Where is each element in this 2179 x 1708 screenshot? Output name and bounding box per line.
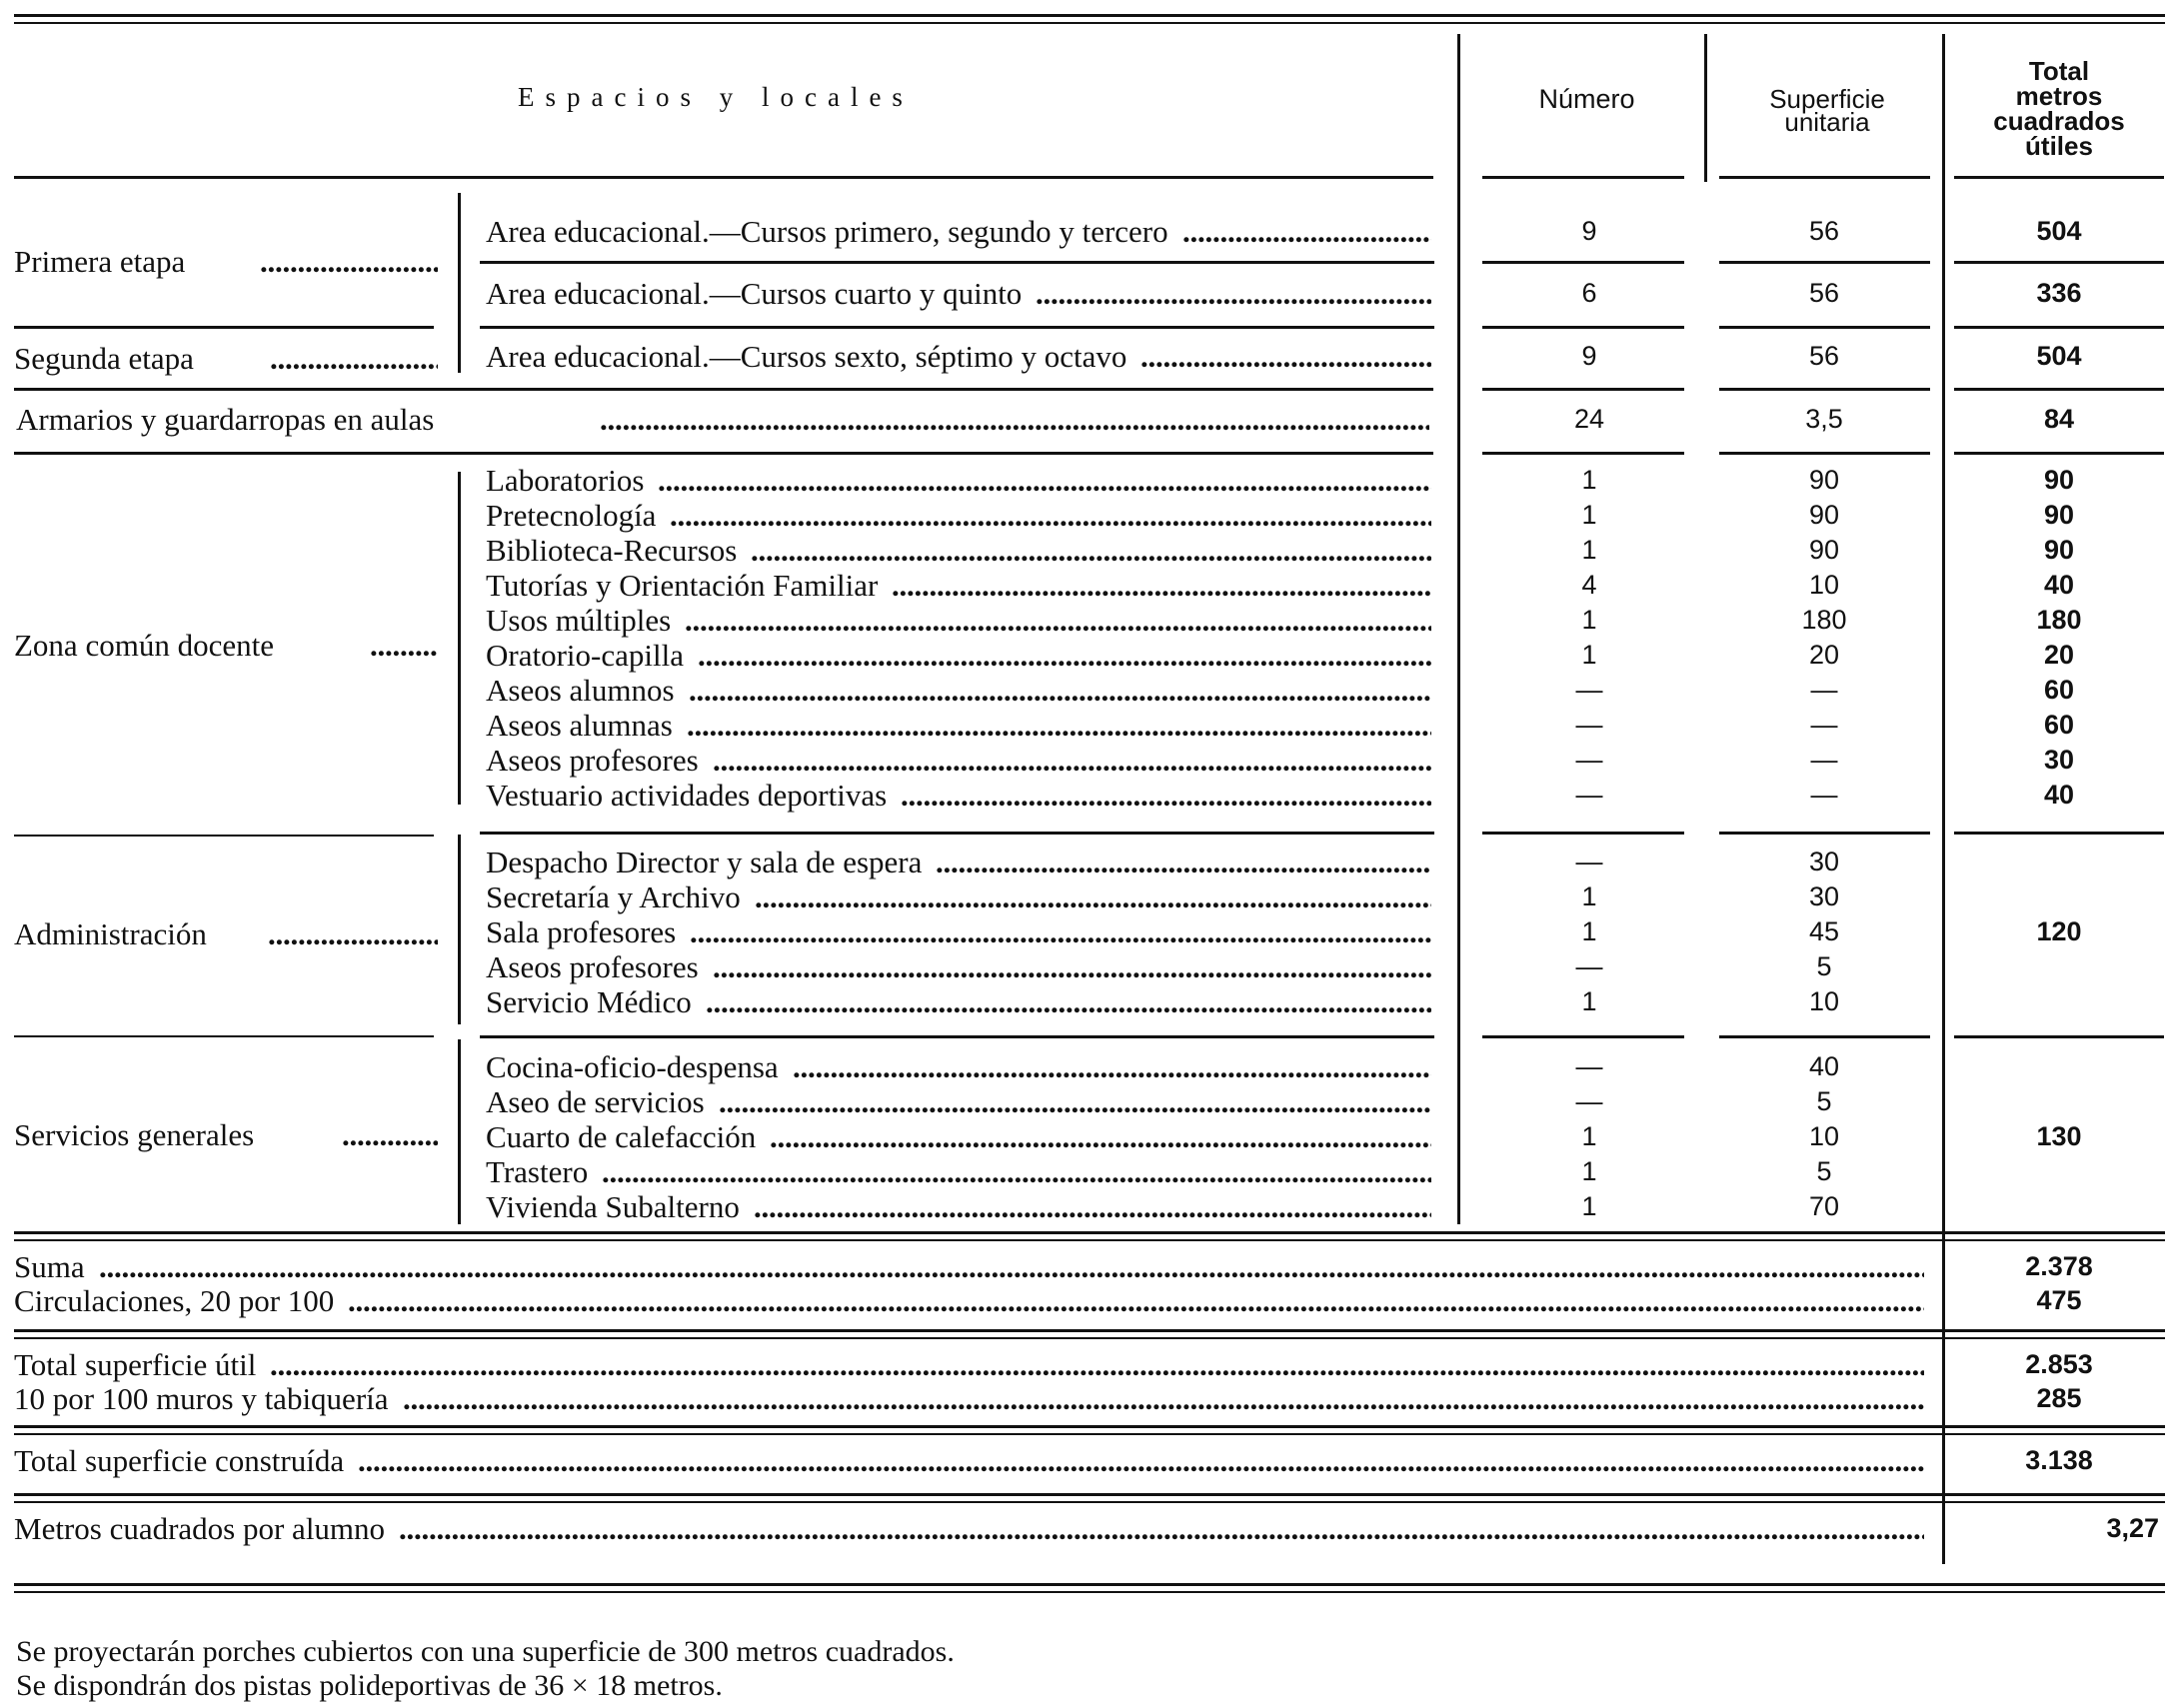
totals-rule bbox=[14, 1239, 2165, 1241]
leader-dots bbox=[270, 1347, 1924, 1382]
leader-dots bbox=[751, 533, 1431, 568]
totals-value: 3,27 bbox=[2106, 1513, 2159, 1543]
row-rule bbox=[1482, 388, 1684, 391]
row-rule bbox=[1482, 326, 1684, 329]
leader-dots bbox=[399, 1511, 1924, 1546]
row-label: Aseos profesores bbox=[486, 743, 699, 778]
cell-superficie: 56 bbox=[1808, 341, 1840, 371]
cell-superficie: — bbox=[1810, 675, 1838, 705]
row-rule bbox=[1719, 388, 1930, 391]
row-label: Oratorio-capilla bbox=[486, 638, 684, 673]
row-rule bbox=[1954, 261, 2164, 264]
row-rule bbox=[14, 835, 434, 837]
leader-dots bbox=[1036, 276, 1431, 311]
totals-value: 2.378 bbox=[2025, 1251, 2093, 1281]
leader-dots bbox=[600, 402, 1429, 437]
cell-superficie: 5 bbox=[1816, 951, 1832, 981]
header-total-4: útiles bbox=[2025, 131, 2093, 161]
bottom-rule bbox=[14, 1583, 2165, 1586]
row-label: Laboratorios bbox=[486, 463, 645, 498]
row-label: Area educacional.—Cursos primero, segundo y tercero bbox=[486, 214, 1168, 249]
bottom-rule-2 bbox=[14, 1591, 2165, 1593]
col-divider bbox=[1457, 180, 1460, 1224]
cell-numero: 1 bbox=[1581, 605, 1597, 635]
cell-total: 60 bbox=[2043, 675, 2075, 705]
cell-numero: — bbox=[1575, 745, 1603, 775]
row-label: Area educacional.—Cursos sexto, séptimo y octavo bbox=[486, 339, 1127, 374]
col-divider bbox=[1704, 34, 1707, 182]
cell-superficie: 3,5 bbox=[1805, 404, 1843, 434]
row-label: Vivienda Subalterno bbox=[486, 1189, 740, 1224]
cell-superficie: 45 bbox=[1808, 916, 1840, 946]
cell-superficie: 180 bbox=[1801, 605, 1847, 635]
leader-dots bbox=[901, 778, 1431, 813]
row-label: Despacho Director y sala de espera bbox=[486, 845, 923, 879]
totals-rule bbox=[14, 1329, 2165, 1332]
row-label: Aseos alumnos bbox=[486, 673, 675, 708]
cell-superficie: 10 bbox=[1808, 570, 1840, 600]
row-label: Servicio Médico bbox=[486, 984, 692, 1019]
row-label: Secretaría y Archivo bbox=[486, 879, 741, 914]
cell-superficie: 56 bbox=[1808, 216, 1840, 246]
row-rule bbox=[14, 388, 1433, 391]
cell-total: 90 bbox=[2043, 465, 2075, 495]
header-superficie-2: unitaria bbox=[1784, 107, 1870, 137]
group-armarios: Armarios y guardarropas en aulas bbox=[16, 402, 435, 437]
cell-numero: — bbox=[1575, 710, 1603, 740]
row-rule bbox=[1719, 326, 1930, 329]
leader-dots bbox=[370, 628, 438, 663]
leader-dots bbox=[706, 984, 1431, 1019]
cell-numero: 1 bbox=[1581, 1156, 1597, 1186]
cell-numero: 1 bbox=[1581, 916, 1597, 946]
row-rule bbox=[1954, 832, 2164, 835]
header-superficie-1: Superficie bbox=[1769, 84, 1885, 114]
row-rule bbox=[1482, 832, 1684, 835]
group-bar bbox=[458, 472, 461, 805]
leader-dots bbox=[268, 916, 438, 951]
leader-dots bbox=[348, 1283, 1924, 1318]
cell-total: 30 bbox=[2043, 745, 2075, 775]
header-total-3: cuadrados bbox=[1993, 106, 2125, 136]
cell-numero: — bbox=[1575, 1086, 1603, 1116]
cell-superficie: 30 bbox=[1808, 881, 1840, 911]
totals-label: Metros cuadrados por alumno bbox=[14, 1511, 386, 1546]
header-rule bbox=[1954, 176, 2164, 179]
cell-superficie: 5 bbox=[1816, 1156, 1832, 1186]
group-zona-comun: Zona común docente bbox=[14, 628, 274, 663]
leader-dots bbox=[602, 1154, 1431, 1189]
cell-superficie: 20 bbox=[1808, 640, 1840, 670]
totals-label: 10 por 100 muros y tabiquería bbox=[14, 1381, 389, 1416]
row-rule bbox=[14, 326, 434, 329]
cell-total: 504 bbox=[2036, 216, 2082, 246]
totals-rule bbox=[14, 1337, 2165, 1339]
group-bar bbox=[458, 193, 461, 373]
cell-numero: 1 bbox=[1581, 500, 1597, 530]
totals-label: Total superficie útil bbox=[14, 1347, 257, 1382]
cell-numero: 1 bbox=[1581, 640, 1597, 670]
cell-superficie: 10 bbox=[1808, 986, 1840, 1016]
row-rule bbox=[480, 832, 1434, 835]
header-numero: Número bbox=[1538, 84, 1635, 114]
row-label: Aseos profesores bbox=[486, 949, 699, 984]
row-label: Sala profesores bbox=[486, 914, 677, 949]
header-rule bbox=[1719, 176, 1930, 179]
cell-superficie: — bbox=[1810, 710, 1838, 740]
row-rule bbox=[1482, 452, 1684, 455]
footer-note: Se proyectarán porches cubiertos con una superficie de 300 metros cuadrados. bbox=[16, 1635, 955, 1668]
cell-superficie: 90 bbox=[1808, 500, 1840, 530]
leader-dots bbox=[658, 463, 1431, 498]
cell-numero: 1 bbox=[1581, 881, 1597, 911]
row-label: Biblioteca-Recursos bbox=[486, 533, 738, 568]
header-total-1: Total bbox=[2028, 56, 2090, 86]
leader-dots bbox=[99, 1249, 1924, 1284]
row-rule bbox=[14, 452, 1433, 455]
leader-dots bbox=[892, 568, 1431, 603]
row-label: Trastero bbox=[486, 1154, 589, 1189]
top-rule-2 bbox=[14, 22, 2165, 24]
row-rule bbox=[480, 1035, 1434, 1038]
row-rule bbox=[1954, 452, 2164, 455]
row-label: Vestuario actividades deportivas bbox=[486, 778, 888, 813]
col-divider bbox=[1942, 180, 1945, 1564]
totals-value: 475 bbox=[2036, 1285, 2082, 1315]
totals-label: Suma bbox=[14, 1249, 85, 1284]
row-rule bbox=[1719, 452, 1930, 455]
cell-total: 336 bbox=[2036, 278, 2082, 308]
group-segunda-etapa: Segunda etapa bbox=[14, 341, 194, 376]
header-rule bbox=[1482, 176, 1684, 179]
cell-numero: — bbox=[1575, 847, 1603, 876]
row-rule bbox=[480, 261, 1434, 264]
cell-numero: 1 bbox=[1581, 1191, 1597, 1221]
header-rule bbox=[14, 176, 1433, 179]
cell-numero: 24 bbox=[1573, 404, 1605, 434]
row-rule bbox=[1719, 261, 1930, 264]
row-rule bbox=[14, 1035, 434, 1037]
row-label: Area educacional.—Cursos cuarto y quinto bbox=[486, 276, 1023, 311]
leader-dots bbox=[754, 1189, 1431, 1224]
cell-total: 120 bbox=[2036, 916, 2082, 946]
cell-numero: 6 bbox=[1581, 278, 1597, 308]
cell-numero: 1 bbox=[1581, 465, 1597, 495]
leader-dots bbox=[687, 708, 1431, 743]
cell-numero: — bbox=[1575, 1051, 1603, 1081]
row-label: Usos múltiples bbox=[486, 603, 672, 638]
leader-dots bbox=[755, 879, 1431, 914]
row-label: Aseos alumnas bbox=[486, 708, 673, 743]
row-rule bbox=[1482, 1035, 1684, 1038]
cell-superficie: 56 bbox=[1808, 278, 1840, 308]
leader-dots bbox=[685, 603, 1431, 638]
totals-value: 3.138 bbox=[2025, 1445, 2093, 1475]
row-rule bbox=[1482, 261, 1684, 264]
totals-value: 2.853 bbox=[2025, 1349, 2093, 1379]
leader-dots bbox=[713, 743, 1431, 778]
leader-dots bbox=[342, 1117, 438, 1152]
leader-dots bbox=[793, 1049, 1431, 1084]
group-bar bbox=[458, 835, 461, 1024]
totals-rule bbox=[14, 1425, 2165, 1428]
cell-total: 40 bbox=[2043, 570, 2075, 600]
leader-dots bbox=[770, 1119, 1431, 1154]
cell-total: 90 bbox=[2043, 535, 2075, 565]
totals-rule bbox=[14, 1501, 2165, 1503]
row-rule bbox=[1719, 832, 1930, 835]
cell-total: 504 bbox=[2036, 341, 2082, 371]
totals-label: Circulaciones, 20 por 100 bbox=[14, 1283, 335, 1318]
leader-dots bbox=[1182, 214, 1431, 249]
leader-dots bbox=[270, 341, 438, 376]
row-label: Cuarto de calefacción bbox=[486, 1119, 757, 1154]
cell-numero: 1 bbox=[1581, 986, 1597, 1016]
cell-superficie: 5 bbox=[1816, 1086, 1832, 1116]
cell-numero: — bbox=[1575, 780, 1603, 810]
cell-numero: 9 bbox=[1581, 216, 1597, 246]
cell-total: 180 bbox=[2036, 605, 2082, 635]
row-rule bbox=[1954, 326, 2164, 329]
cell-total: 90 bbox=[2043, 500, 2075, 530]
cell-numero: 4 bbox=[1581, 570, 1597, 600]
cell-superficie: 70 bbox=[1808, 1191, 1840, 1221]
leader-dots bbox=[358, 1443, 1924, 1478]
leader-dots bbox=[936, 845, 1431, 879]
group-administracion: Administración bbox=[14, 916, 207, 951]
cell-superficie: 10 bbox=[1808, 1121, 1840, 1151]
cell-total: 84 bbox=[2043, 404, 2075, 434]
row-label: Aseo de servicios bbox=[486, 1084, 705, 1119]
totals-rule bbox=[14, 1493, 2165, 1496]
group-bar bbox=[458, 1039, 461, 1224]
cell-total: 60 bbox=[2043, 710, 2075, 740]
cell-numero: 9 bbox=[1581, 341, 1597, 371]
totals-rule bbox=[14, 1433, 2165, 1435]
leader-dots bbox=[690, 914, 1431, 949]
row-label: Tutorías y Orientación Familiar bbox=[486, 568, 879, 603]
cell-numero: — bbox=[1575, 675, 1603, 705]
cell-superficie: 30 bbox=[1808, 847, 1840, 876]
row-label: Pretecnología bbox=[486, 498, 657, 533]
leader-dots bbox=[689, 673, 1431, 708]
cell-total: 40 bbox=[2043, 780, 2075, 810]
row-label: Cocina-oficio-despensa bbox=[486, 1049, 779, 1084]
cell-total: 130 bbox=[2036, 1121, 2082, 1151]
col-divider bbox=[1942, 34, 1945, 182]
header-total-2: metros bbox=[2015, 81, 2103, 111]
totals-rule bbox=[14, 1231, 2165, 1234]
group-servicios: Servicios generales bbox=[14, 1117, 255, 1152]
cell-numero: 1 bbox=[1581, 1121, 1597, 1151]
cell-numero: — bbox=[1575, 951, 1603, 981]
leader-dots bbox=[719, 1084, 1431, 1119]
leader-dots bbox=[670, 498, 1431, 533]
group-primera-etapa: Primera etapa bbox=[14, 244, 186, 279]
header-espacios: Espacios y locales bbox=[518, 82, 914, 112]
leader-dots bbox=[260, 244, 438, 279]
row-rule bbox=[1719, 1035, 1930, 1038]
cell-superficie: — bbox=[1810, 780, 1838, 810]
totals-label: Total superficie construída bbox=[14, 1443, 345, 1478]
cell-total: 20 bbox=[2043, 640, 2075, 670]
cell-superficie: 90 bbox=[1808, 535, 1840, 565]
col-divider bbox=[1457, 34, 1460, 182]
row-rule bbox=[480, 326, 1434, 329]
leader-dots bbox=[698, 638, 1431, 673]
top-rule bbox=[14, 14, 2165, 17]
footer-note: Se dispondrán dos pistas polideportivas de 36 × 18 metros. bbox=[16, 1669, 723, 1702]
leader-dots bbox=[1140, 339, 1431, 374]
leader-dots bbox=[713, 949, 1431, 984]
row-rule bbox=[1954, 388, 2164, 391]
leader-dots bbox=[403, 1381, 1924, 1416]
row-rule bbox=[1954, 1035, 2164, 1038]
cell-superficie: 40 bbox=[1808, 1051, 1840, 1081]
cell-superficie: — bbox=[1810, 745, 1838, 775]
cell-numero: 1 bbox=[1581, 535, 1597, 565]
totals-value: 285 bbox=[2036, 1383, 2082, 1413]
cell-superficie: 90 bbox=[1808, 465, 1840, 495]
